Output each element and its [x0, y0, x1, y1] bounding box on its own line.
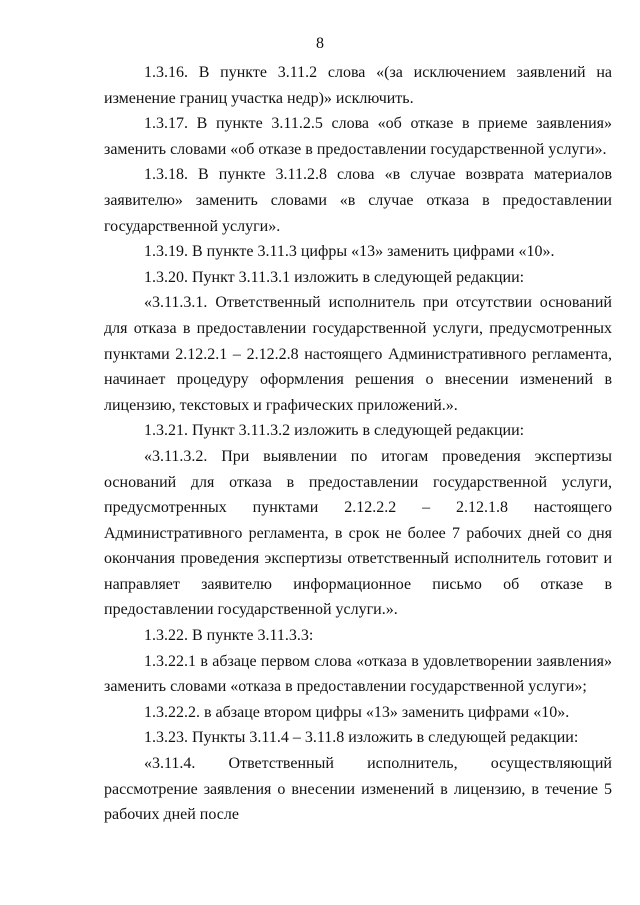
paragraph-1-3-23: 1.3.23. Пункты 3.11.4 – 3.11.8 изложить в следующей редакции:: [144, 729, 579, 747]
paragraph-1-3-20: 1.3.20. Пункт 3.11.3.1 изложить в следующей редакции:: [144, 268, 525, 286]
paragraph-3-11-4-quote: «3.11.4. Ответственный исполнитель, осуществляющий рассмотрение заявления о внесении изменений в лицензию, в течение 5 рабочих дней после: [104, 755, 612, 824]
paragraph-1-3-19: 1.3.19. В пункте 3.11.3 цифры «13» заменить цифрами «10».: [144, 243, 555, 261]
paragraph-3-11-3-1-quote: «3.11.3.1. Ответственный исполнитель при отсутствии оснований для отказа в предоставлении государственной услуги, предусмотренных пунктами 2.12.2.1 – 2.12.2.8 настоящего Административного регламента, начинает процедуру оформления решения о внесении изменений в лицензию, текстовых и графических приложений.».: [104, 294, 612, 414]
paragraph-3-11-3-2-quote: «3.11.3.2. При выявлении по итогам проведения экспертизы оснований для отказа в предоставлении государственной услуги, предусмотренных пунктами 2.12.2.2 – 2.12.1.8 настоящего Административного регламента, в срок не более 7 рабочих дней со дня окончания проведения экспертизы ответственный исполнитель готовит и направляет заявителю информационное письмо об отказе в предоставлении государственной услуги.».: [104, 447, 612, 619]
paragraph-1-3-16: 1.3.16. В пункте 3.11.2 слова «(за исключением заявлений на изменение границ участка недр)» исключить.: [104, 64, 612, 107]
paragraph-1-3-22: 1.3.22. В пункте 3.11.3.3:: [144, 627, 314, 645]
paragraph-1-3-22-2: 1.3.22.2. в абзаце втором цифры «13» заменить цифрами «10».: [144, 703, 570, 721]
paragraph-1-3-18: 1.3.18. В пункте 3.11.2.8 слова «в случае возврата материалов заявителю» заменить словами «в случае отказа в предоставлении государственной услуги».: [104, 166, 612, 235]
paragraph-1-3-17: 1.3.17. В пункте 3.11.2.5 слова «об отказе в приеме заявления» заменить словами «об отказе в предоставлении государственной услуги».: [104, 115, 612, 158]
document-body: [104, 60, 612, 828]
paragraph-1-3-21: 1.3.21. Пункт 3.11.3.2 изложить в следующей редакции:: [144, 422, 525, 440]
page-number: 8: [316, 35, 324, 52]
paragraph-1-3-22-1: 1.3.22.1 в абзаце первом слова «отказа в удовлетворении заявления» заменить словами «отказа в предоставлении государственной услуги»;: [104, 652, 612, 696]
